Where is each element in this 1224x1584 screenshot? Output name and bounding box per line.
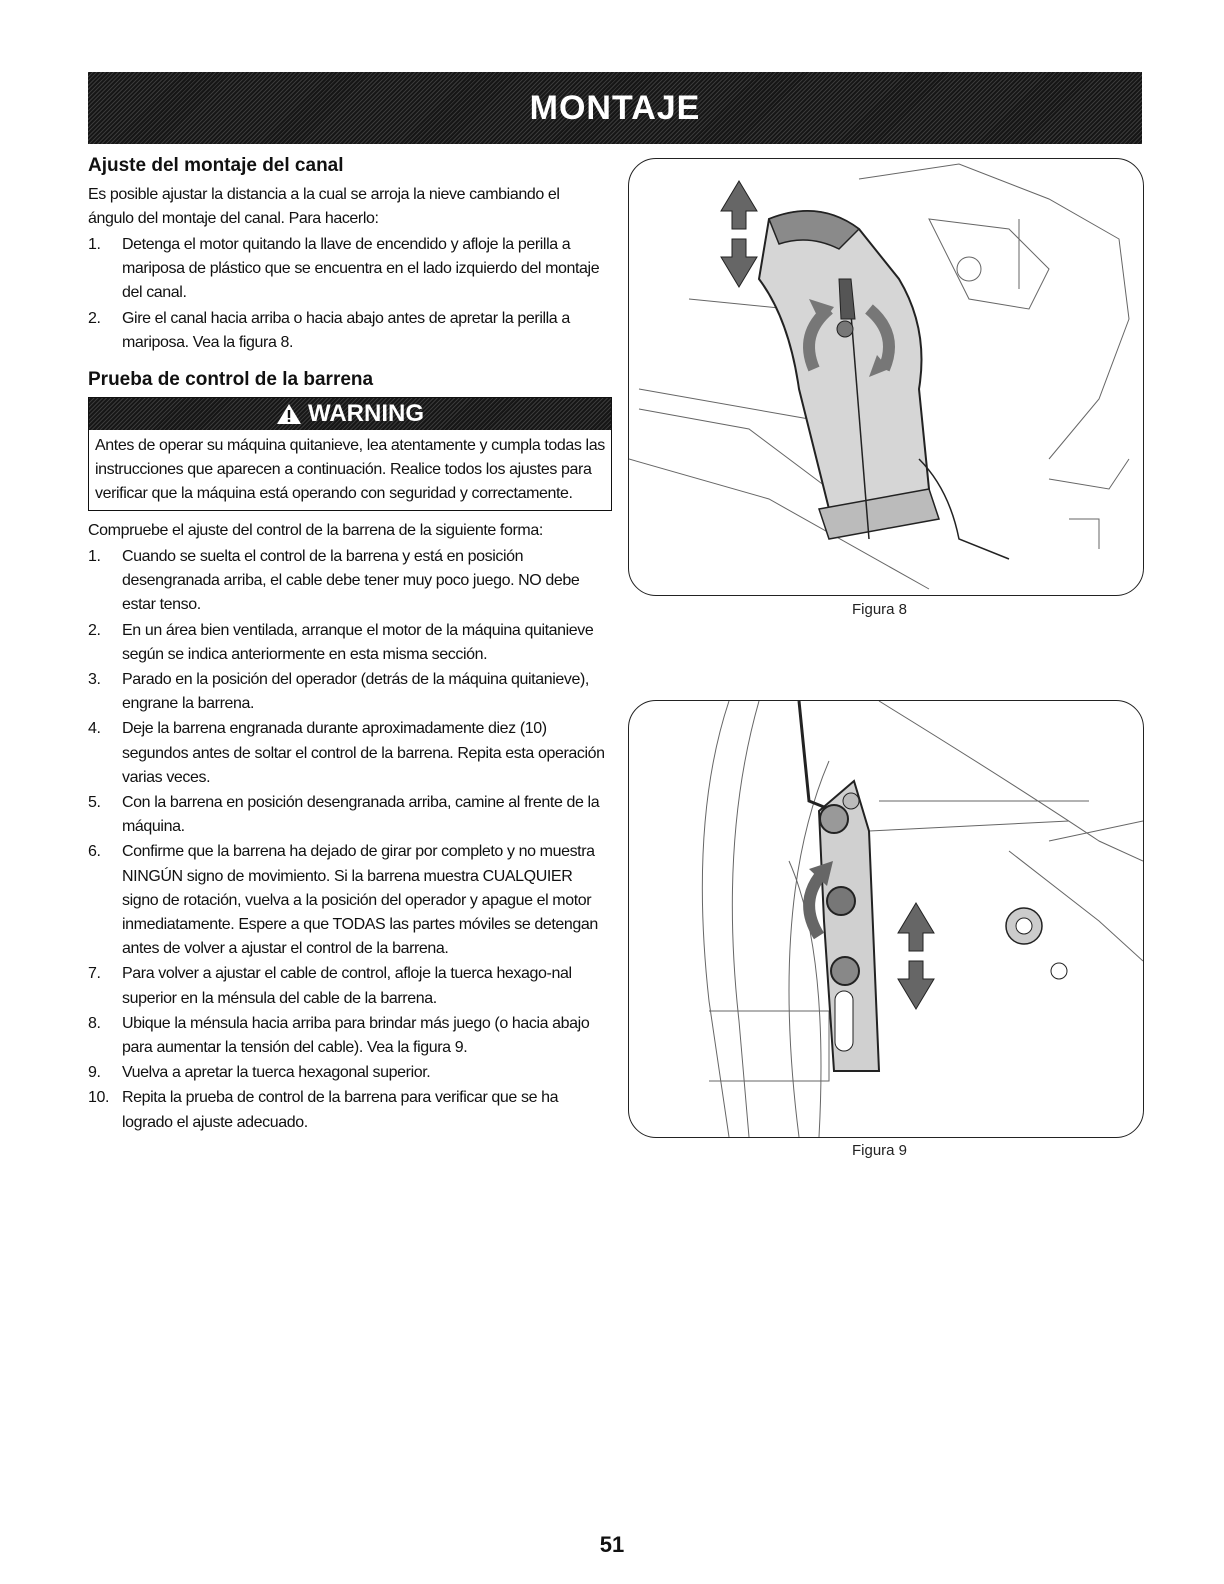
list-item: 3. Parado en la posición del operador (detrás de la máquina quitanieve), engrane la barrena. — [88, 671, 589, 713]
section-heading-auger: Prueba de control de la barrena — [88, 369, 374, 391]
section-banner — [88, 72, 1142, 144]
section-heading-chute: Ajuste del montaje del canal — [88, 155, 344, 176]
auger-steps — [88, 545, 608, 1135]
figure-9-caption: Figura 9 — [852, 1142, 908, 1159]
warning-triangle-icon — [276, 403, 302, 425]
page-title: MONTAJE — [529, 88, 701, 127]
list-item: 1. Detenga el motor quitando la llave de encendido y afloje la perilla a mariposa de plástico que se encuentra en el lado izquierdo del montaje del canal. — [88, 236, 600, 302]
list-item: 8. Ubique la ménsula hacia arriba para brindar más juego (o hacia abajo para aumentar la tensión del cable). Vea la figura 9. — [88, 1014, 590, 1057]
list-item: 1. Cuando se suelta el control de la barrena y está en posición desengranada arriba, el cable debe tener muy poco juego. NO debe estar tenso. — [88, 548, 580, 614]
page-number: 51 — [599, 1532, 625, 1557]
figure-9-illustration — [628, 700, 1144, 1138]
chute-steps — [88, 233, 608, 355]
list-item: 7. Para volver a ajustar el cable de control, afloje la tuerca hexago-nal superior en la ménsula del cable de la barrena. — [88, 965, 572, 1007]
auger-intro: Compruebe el ajuste del control de la barrena de la siguiente forma: — [88, 522, 543, 540]
cable-bracket-drawing — [629, 701, 1143, 1137]
warning-box — [88, 397, 612, 511]
list-item: 5. Con la barrena en posición desengranada arriba, camine al frente de la máquina. — [88, 794, 600, 836]
list-item: 6. Confirme que la barrena ha dejado de girar por completo y no muestra NINGÚN signo de movimiento. Si la barrena muestra CUALQUIER signo de rotación, vuelva a la posición del operador y apague el motor inmediatamente. Espere a que TODAS las partes móviles se detengan antes de volver a ajustar el control de la barrena. — [88, 843, 598, 958]
warning-text: Antes de operar su máquina quitanieve, lea atentamente y cumpla todas las instrucciones que aparecen a continuación. Realice todos los ajustes para verificar que la máquina está operando con seguridad y correctamente. — [95, 437, 605, 503]
text-column — [88, 155, 608, 1136]
list-item: 2. En un área bien ventilada, arranque el motor de la máquina quitanieve según se indica anteriormente en esta misma sección. — [88, 621, 594, 663]
chute-adjust-drawing — [629, 159, 1143, 595]
up-down-arrows-icon — [898, 903, 934, 1009]
up-down-arrows-icon — [721, 181, 757, 287]
warning-label: WARNING — [308, 400, 424, 428]
list-item: 4. Deje la barrena engranada durante aproximadamente diez (10) segundos antes de soltar el control de la barrena. Repita esta operación varias veces. — [88, 720, 605, 786]
figure-8-illustration — [628, 158, 1144, 596]
list-item: 9. Vuelva a apretar la tuerca hexagonal superior. — [88, 1064, 431, 1082]
list-item: 2. Gire el canal hacia arriba o hacia abajo antes de apretar la perilla a mariposa. Vea la figura 8. — [88, 309, 570, 351]
figure-8-caption: Figura 8 — [852, 601, 908, 618]
chute-intro: Es posible ajustar la distancia a la cual se arroja la nieve cambiando el ángulo del montaje del canal. Para hacerlo: — [88, 186, 560, 227]
list-item: 10. Repita la prueba de control de la barrena para verificar que se ha logrado el ajuste adecuado. — [88, 1089, 559, 1131]
warning-header — [89, 398, 611, 430]
